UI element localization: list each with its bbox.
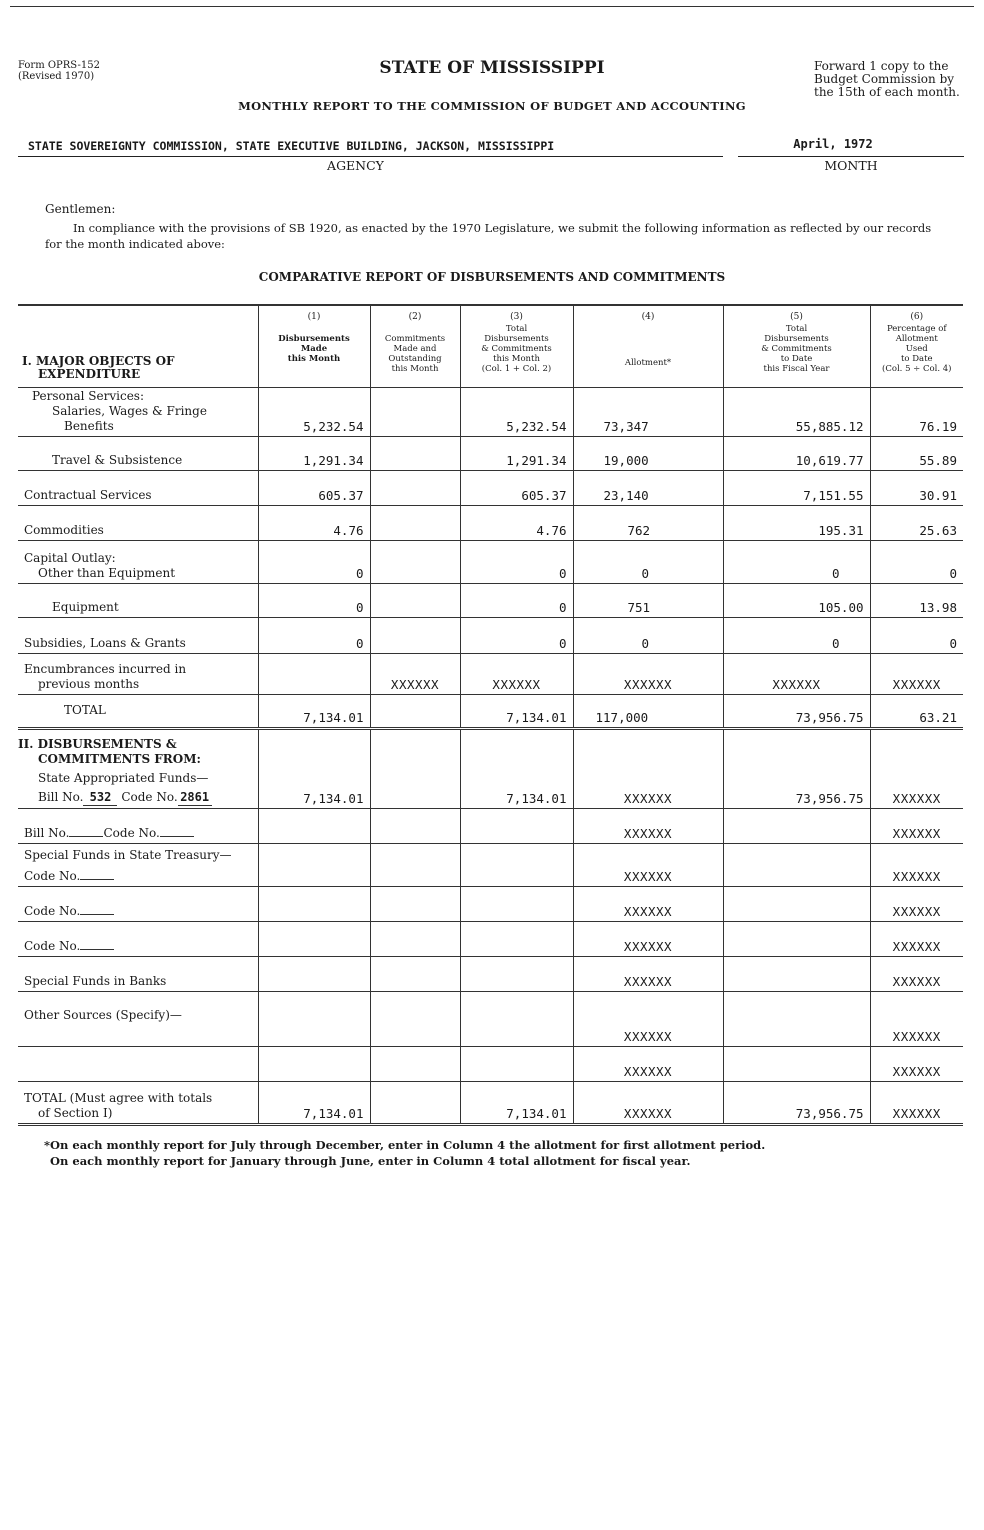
cell-value <box>370 1046 460 1081</box>
cell-value <box>370 921 460 956</box>
header-major-objects-line1: I. MAJOR OBJECTS OF <box>22 353 175 368</box>
compliance-statement: In compliance with the provisions of SB 1920, as enacted by the 1970 Legislature, we submit the following information as reflected by our records for the month indicated above: <box>45 221 932 251</box>
cell-value <box>258 808 370 843</box>
col-2-caption-1: Commitments <box>384 334 446 344</box>
cell-value <box>460 1046 573 1081</box>
cell-value: 7,134.01 <box>460 728 573 808</box>
label-encumbrances <box>18 653 258 694</box>
cell-value <box>723 808 870 843</box>
cell-value: 0 <box>258 540 370 583</box>
col-2-caption-4: this Month <box>391 364 439 374</box>
col-3-caption-2: Disbursements <box>484 334 549 344</box>
cell-value <box>460 843 573 886</box>
forward-instructions <box>814 60 960 99</box>
bill-number-field: 532 <box>83 790 117 806</box>
code-prefix: Code No. <box>24 903 81 918</box>
cell-value <box>370 843 460 886</box>
form-number: Form OPRS-152 <box>18 60 100 71</box>
label-commodities: Commodities <box>18 505 258 540</box>
header-major-objects <box>18 305 258 387</box>
cell-value: 4.76 <box>460 505 573 540</box>
label-state-appropriated: State Appropriated Funds— <box>38 770 209 785</box>
label-subsidies: Subsidies, Loans & Grants <box>18 617 258 653</box>
col-1-caption-3: this Month <box>287 354 341 364</box>
footnote <box>44 1137 944 1169</box>
cell-value <box>370 387 460 436</box>
cell-value <box>370 886 460 921</box>
bill-prefix: Bill No. <box>24 825 70 840</box>
col-6-caption-3: Used <box>905 344 928 354</box>
label-special-treasury-1: Special Funds in State Treasury— <box>24 847 232 862</box>
code-number-field <box>80 949 114 950</box>
row-blank <box>18 1046 963 1081</box>
cell-value <box>370 540 460 583</box>
col-6-caption-5: (Col. 5 ÷ Col. 4) <box>882 364 952 374</box>
code-prefix: Code No. <box>24 868 81 883</box>
cell-value: 0 <box>573 617 723 653</box>
top-border-line <box>10 6 974 7</box>
cell-value: 0 <box>460 617 573 653</box>
cell-value: 63.21 <box>870 694 963 728</box>
cell-value: 76.19 <box>870 387 963 436</box>
row-section1-total <box>18 694 963 728</box>
col-2-caption-2: Made and <box>393 344 437 354</box>
header-col-1 <box>258 305 370 387</box>
col-4-caption-1: Allotment* <box>624 358 672 368</box>
report-title: COMPARATIVE REPORT OF DISBURSEMENTS AND COMMITMENTS <box>258 270 726 284</box>
label-encumbrances-2: previous months <box>38 676 140 691</box>
cell-value: 7,134.01 <box>258 1081 370 1124</box>
row-special-treasury <box>18 843 963 886</box>
header-major-objects-line2: EXPENDITURE <box>38 366 141 381</box>
cell-value <box>370 583 460 617</box>
cell-value: XXXXXX <box>573 921 723 956</box>
cell-value <box>370 470 460 505</box>
cell-value: 4.76 <box>258 505 370 540</box>
cell-value: 73,956.75 <box>723 728 870 808</box>
header-col-6 <box>870 305 963 387</box>
cell-value: 751 <box>573 583 723 617</box>
cell-value <box>460 808 573 843</box>
cell-value: XXXXXX <box>723 653 870 694</box>
col-3-caption-3: & Commitments <box>481 344 552 354</box>
cell-value: 19,000 <box>573 436 723 470</box>
cell-value <box>258 956 370 991</box>
cell-value: 195.31 <box>723 505 870 540</box>
code-number-field <box>80 879 114 880</box>
form-revision: (Revised 1970) <box>18 71 95 82</box>
cell-value <box>723 886 870 921</box>
label-encumbrances-1: Encumbrances incurred in <box>24 661 187 676</box>
cell-value: XXXXXX <box>870 843 963 886</box>
cell-value: XXXXXX <box>870 653 963 694</box>
forward-line-1: Forward 1 copy to the <box>814 59 949 73</box>
code-number-field <box>80 914 114 915</box>
page-title: STATE OF MISSISSIPPI <box>379 58 605 78</box>
cell-value: 0 <box>460 583 573 617</box>
cell-value <box>460 956 573 991</box>
cell-value: XXXXXX <box>870 921 963 956</box>
cell-value: XXXXXX <box>370 653 460 694</box>
label-section2-total-1: TOTAL (Must agree with totals <box>24 1090 213 1105</box>
cell-value: 7,134.01 <box>460 694 573 728</box>
label-section2-total <box>18 1081 258 1124</box>
col-1-number: (1) <box>307 312 321 322</box>
label-capital-outlay-1: Capital Outlay: <box>24 550 116 565</box>
col-5-caption-3: & Commitments <box>761 344 832 354</box>
bill-prefix: Bill No. <box>38 789 84 804</box>
col-2-caption-3: Outstanding <box>388 354 442 364</box>
label-personal-services-2: Salaries, Wages & Fringe <box>52 403 207 418</box>
code-number-field: 2861 <box>178 790 212 806</box>
cell-value: 605.37 <box>460 470 573 505</box>
row-code-3 <box>18 921 963 956</box>
col-4-number: (4) <box>641 312 655 322</box>
label-special-treasury <box>18 843 258 886</box>
col-5-number: (5) <box>790 312 803 322</box>
col-6-caption-4: to Date <box>900 354 933 364</box>
cell-value: 7,134.01 <box>258 694 370 728</box>
label-capital-outlay <box>18 540 258 583</box>
footnote-line-2: On each monthly report for January through June, enter in Column 4 total allotment for fiscal year. <box>50 1154 691 1168</box>
header-col-4 <box>573 305 723 387</box>
expenditure-table <box>18 304 963 1126</box>
label-special-banks: Special Funds in Banks <box>18 956 258 991</box>
cell-value: 73,347 <box>573 387 723 436</box>
cell-value <box>370 617 460 653</box>
row-contractual <box>18 470 963 505</box>
row-other-sources <box>18 991 963 1046</box>
cell-value: 73,956.75 <box>723 694 870 728</box>
cell-value: XXXXXX <box>870 1081 963 1124</box>
forward-line-3: the 15th of each month. <box>814 85 960 99</box>
cell-value: 73,956.75 <box>723 1081 870 1124</box>
cell-value: XXXXXX <box>573 1081 723 1124</box>
cell-value: 55.89 <box>870 436 963 470</box>
code-number-field <box>160 836 194 837</box>
label-equipment: Equipment <box>18 583 258 617</box>
cell-value <box>258 991 370 1046</box>
cell-value: XXXXXX <box>573 808 723 843</box>
cell-value: 605.37 <box>258 470 370 505</box>
section2-heading-1: II. DISBURSEMENTS & <box>18 736 177 751</box>
label-personal-services-1: Personal Services: <box>32 388 144 403</box>
cell-value <box>370 728 460 808</box>
greeting: Gentlemen: <box>45 202 116 216</box>
forward-line-2: Budget Commission by <box>814 72 955 86</box>
bill-code-line <box>18 790 252 806</box>
col-5-caption-1: Total <box>785 324 808 334</box>
cell-value: 1,291.34 <box>258 436 370 470</box>
cell-value: XXXXXX <box>870 886 963 921</box>
agency-caption: AGENCY <box>327 158 384 173</box>
header-col-3 <box>460 305 573 387</box>
cell-value <box>723 1046 870 1081</box>
cell-value: 762 <box>573 505 723 540</box>
cell-value: 30.91 <box>870 470 963 505</box>
cell-value <box>258 653 370 694</box>
cell-value <box>370 808 460 843</box>
cell-value <box>370 694 460 728</box>
cell-value: 0 <box>573 540 723 583</box>
cell-value <box>258 921 370 956</box>
cell-value <box>723 991 870 1046</box>
label-other-sources: Other Sources (Specify)— <box>18 991 258 1046</box>
cell-value <box>370 956 460 991</box>
cell-value: 10,619.77 <box>723 436 870 470</box>
agency-underline <box>18 156 723 157</box>
cell-value <box>460 886 573 921</box>
cell-value: 7,151.55 <box>723 470 870 505</box>
cell-value <box>258 843 370 886</box>
col-3-number: (3) <box>510 312 523 322</box>
cell-value <box>723 956 870 991</box>
cell-value: XXXXXX <box>870 991 963 1046</box>
footnote-line-1: *On each monthly report for July through December, enter in Column 4 the allotment for first allotment period. <box>44 1138 766 1152</box>
cell-value: 0 <box>870 540 963 583</box>
label-capital-outlay-2: Other than Equipment <box>38 565 176 580</box>
label-code-2 <box>18 886 258 921</box>
cell-value: 0 <box>258 583 370 617</box>
cell-value: XXXXXX <box>870 1046 963 1081</box>
row-code-2 <box>18 886 963 921</box>
header-col-2 <box>370 305 460 387</box>
report-subtitle: MONTHLY REPORT TO THE COMMISSION OF BUDGET AND ACCOUNTING <box>238 99 746 113</box>
cell-value <box>723 921 870 956</box>
section2-heading-2: COMMITMENTS FROM: <box>38 751 201 766</box>
cell-value: XXXXXX <box>573 991 723 1046</box>
cell-value <box>370 991 460 1046</box>
col-5-caption-4: to Date <box>780 354 813 364</box>
col-2-number: (2) <box>408 312 422 322</box>
month-underline <box>738 156 964 157</box>
cell-value: 13.98 <box>870 583 963 617</box>
col-6-number: (6) <box>910 312 924 322</box>
row-personal-services <box>18 387 963 436</box>
label-blank <box>18 1046 258 1081</box>
cell-value: 117,000 <box>573 694 723 728</box>
code-prefix: Code No. <box>121 789 178 804</box>
row-commodities <box>18 505 963 540</box>
cell-value: XXXXXX <box>573 1046 723 1081</box>
agency-field: STATE SOVEREIGNTY COMMISSION, STATE EXECUTIVE BUILDING, JACKSON, MISSISSIPPI <box>28 139 555 153</box>
label-personal-services <box>18 387 258 436</box>
cell-value <box>460 921 573 956</box>
row-bill-2 <box>18 808 963 843</box>
label-section2 <box>18 728 258 808</box>
cell-value: 0 <box>723 617 870 653</box>
cell-value: 0 <box>258 617 370 653</box>
col-6-caption-2: Allotment <box>895 334 938 344</box>
label-code-3 <box>18 921 258 956</box>
row-state-appropriated <box>18 728 963 808</box>
col-5-caption-5: this Fiscal Year <box>763 364 830 374</box>
label-section1-total: TOTAL <box>18 694 258 728</box>
label-section2-total-2: of Section I) <box>38 1105 113 1120</box>
cell-value <box>723 843 870 886</box>
col-3-caption-4: this Month <box>493 354 540 364</box>
cell-value: 1,291.34 <box>460 436 573 470</box>
bill-number-field <box>69 836 103 837</box>
cell-value <box>258 886 370 921</box>
row-special-banks <box>18 956 963 991</box>
cell-value: XXXXXX <box>870 808 963 843</box>
cell-value: 55,885.12 <box>723 387 870 436</box>
cell-value <box>258 1046 370 1081</box>
cell-value: 23,140 <box>573 470 723 505</box>
cell-value: XXXXXX <box>573 956 723 991</box>
row-encumbrances <box>18 653 963 694</box>
label-personal-services-3: Benefits <box>64 418 114 433</box>
cell-value: 0 <box>460 540 573 583</box>
row-travel <box>18 436 963 470</box>
cell-value: XXXXXX <box>460 653 573 694</box>
col-6-caption-1: Percentage of <box>886 324 947 334</box>
cell-value: XXXXXX <box>573 843 723 886</box>
code-prefix: Code No. <box>103 825 160 840</box>
row-section2-total <box>18 1081 963 1124</box>
col-3-caption-5: (Col. 1 + Col. 2) <box>481 364 552 374</box>
cell-value <box>370 436 460 470</box>
col-5-caption-2: Disbursements <box>764 334 829 344</box>
cell-value: 0 <box>723 540 870 583</box>
cell-value: 5,232.54 <box>460 387 573 436</box>
table-header-row <box>18 305 963 387</box>
row-capital-outlay <box>18 540 963 583</box>
cell-value: XXXXXX <box>870 728 963 808</box>
header-col-5 <box>723 305 870 387</box>
cell-value: XXXXXX <box>573 886 723 921</box>
row-equipment <box>18 583 963 617</box>
month-caption: MONTH <box>824 158 878 173</box>
cell-value <box>460 991 573 1046</box>
cell-value <box>370 1081 460 1124</box>
cell-value: 5,232.54 <box>258 387 370 436</box>
cell-value: 7,134.01 <box>258 728 370 808</box>
cell-value: 7,134.01 <box>460 1081 573 1124</box>
label-travel: Travel & Subsistence <box>18 436 258 470</box>
row-subsidies <box>18 617 963 653</box>
col-1-caption-1: Disbursements <box>278 334 350 344</box>
label-bill-2 <box>18 808 258 843</box>
cell-value: XXXXXX <box>870 956 963 991</box>
col-1-caption-2: Made <box>300 344 328 354</box>
cell-value: XXXXXX <box>573 728 723 808</box>
code-prefix: Code No. <box>24 938 81 953</box>
cell-value: 25.63 <box>870 505 963 540</box>
col-3-caption-1: Total <box>505 324 528 334</box>
cell-value: 105.00 <box>723 583 870 617</box>
cell-value: XXXXXX <box>573 653 723 694</box>
cell-value <box>370 505 460 540</box>
cell-value: 0 <box>870 617 963 653</box>
label-contractual: Contractual Services <box>18 470 258 505</box>
month-field: April, 1972 <box>793 137 873 151</box>
